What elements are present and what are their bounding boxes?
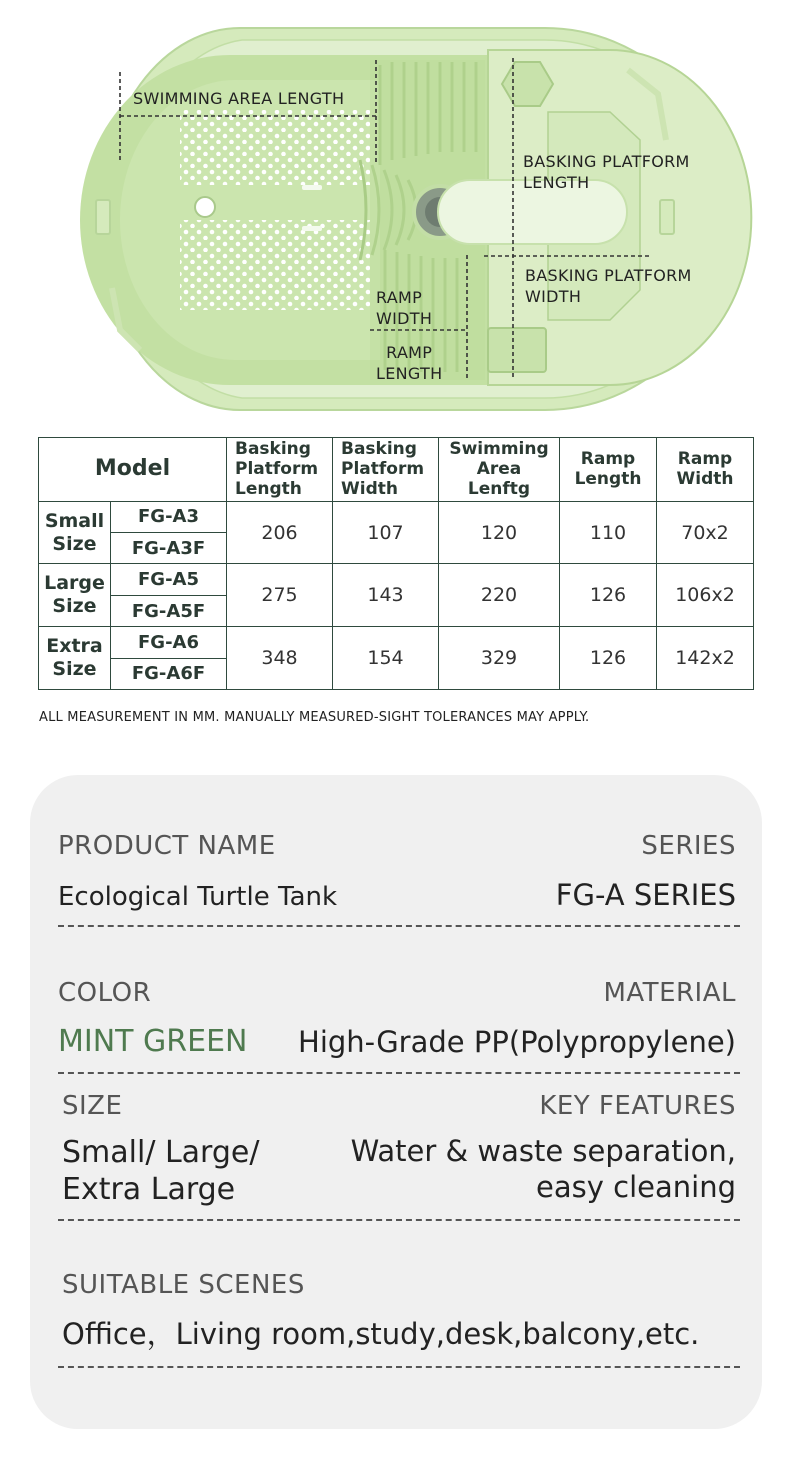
- swimming-length-cell: 220: [439, 564, 560, 627]
- table-row: [39, 627, 754, 658]
- material-value: High-Grade PP(Polypropylene): [298, 1025, 736, 1059]
- spec-row-scenes: [58, 1270, 736, 1370]
- basking-platform-width-label: BASKING PLATFORM WIDTH: [525, 266, 692, 306]
- table-row: [39, 564, 754, 595]
- divider: [58, 1072, 740, 1074]
- suitable-scenes-value: Office，Living room,study,desk,balcony,etc.: [62, 1317, 700, 1351]
- drain-holes-bottom: [180, 220, 370, 310]
- spec-row-size: [58, 1091, 736, 1221]
- header-basking-width: Basking Platform Width: [333, 438, 439, 502]
- ramp-width-cell: 70x2: [657, 501, 754, 564]
- model-cell: FG-A5: [111, 564, 227, 595]
- ramp-length-label: RAMP LENGTH: [376, 343, 443, 383]
- key-features-value-line1: Water & waste separation,: [350, 1134, 736, 1168]
- header-model: Model: [39, 438, 227, 502]
- dimension-table: [38, 437, 754, 690]
- table-header-row: [39, 438, 754, 502]
- swimming-length-cell: 329: [439, 627, 560, 690]
- header-basking-length: Basking Platform Length: [227, 438, 333, 502]
- side-clip-left: [96, 200, 110, 234]
- model-cell: FG-A6: [111, 627, 227, 658]
- ramp-length-cell: 110: [560, 501, 657, 564]
- header-ramp-length: Ramp Length: [560, 438, 657, 502]
- ramp-width-cell: 142x2: [657, 627, 754, 690]
- ramp-width-label: RAMP WIDTH: [376, 288, 433, 328]
- table-row: [39, 501, 754, 532]
- basking-length-cell: 206: [227, 501, 333, 564]
- color-label: COLOR: [58, 978, 152, 1008]
- swimming-length-cell: 120: [439, 501, 560, 564]
- key-features-value-line2: easy cleaning: [536, 1170, 736, 1204]
- header-swimming-length: Swimming Area Lenftg: [439, 438, 560, 502]
- series-value: FG-A SERIES: [555, 878, 736, 912]
- basking-length-cell: 275: [227, 564, 333, 627]
- header-ramp-width: Ramp Width: [657, 438, 754, 502]
- divider: [58, 925, 740, 927]
- key-features-label: KEY FEATURES: [539, 1091, 736, 1121]
- size-cell: Large Size: [39, 564, 111, 627]
- swimming-area-length-label: SWIMMING AREA LENGTH: [133, 89, 345, 108]
- size-value-line2: Extra Large: [62, 1172, 236, 1207]
- measurement-note: ALL MEASUREMENT IN MM. MANUALLY MEASURED-SIGHT TOLERANCES MAY APPLY.: [39, 710, 590, 725]
- spec-row-product: [58, 831, 736, 927]
- basking-width-cell: 143: [333, 564, 439, 627]
- ramp-length-cell: 126: [560, 627, 657, 690]
- size-label: SIZE: [62, 1091, 123, 1121]
- divider: [58, 1366, 740, 1368]
- product-name-label: PRODUCT NAME: [58, 831, 276, 861]
- series-label: SERIES: [641, 831, 736, 861]
- model-cell: FG-A3: [111, 501, 227, 532]
- material-label: MATERIAL: [603, 978, 736, 1008]
- basking-width-cell: 154: [333, 627, 439, 690]
- basking-length-cell: 348: [227, 627, 333, 690]
- spec-row-color: [58, 978, 736, 1074]
- product-diagram: [0, 0, 790, 420]
- drain-plug: [195, 197, 215, 217]
- side-clip-right: [660, 200, 674, 234]
- square-feature: [488, 328, 546, 372]
- suitable-scenes-label: SUITABLE SCENES: [62, 1270, 305, 1300]
- model-cell: FG-A6F: [111, 658, 227, 689]
- spec-card: [30, 775, 762, 1429]
- ramp-width-cell: 106x2: [657, 564, 754, 627]
- size-cell: Small Size: [39, 501, 111, 564]
- product-name-value: Ecological Turtle Tank: [58, 882, 338, 912]
- ramp-length-cell: 126: [560, 564, 657, 627]
- slot: [302, 226, 322, 231]
- drain-holes-top: [180, 110, 370, 185]
- size-cell: Extra Size: [39, 627, 111, 690]
- basking-width-cell: 107: [333, 501, 439, 564]
- basking-platform-length-label: BASKING PLATFORM LENGTH: [523, 152, 690, 192]
- slot: [302, 185, 322, 190]
- size-value-line1: Small/ Large/: [62, 1135, 260, 1170]
- divider: [58, 1219, 740, 1221]
- model-cell: FG-A5F: [111, 595, 227, 626]
- model-cell: FG-A3F: [111, 533, 227, 564]
- color-value: MINT GREEN: [58, 1024, 248, 1059]
